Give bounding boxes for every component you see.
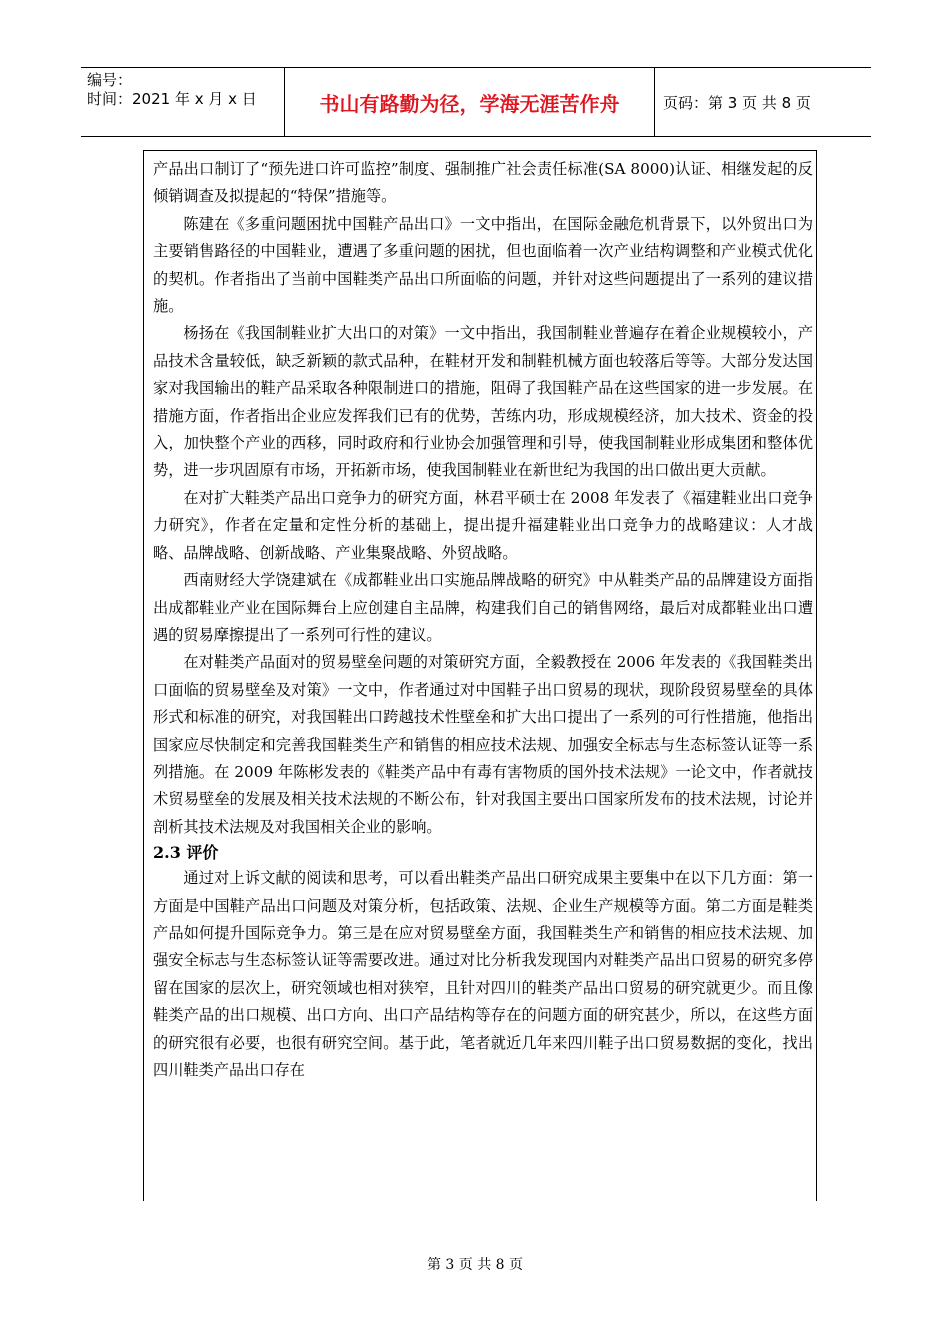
paragraph: 杨扬在《我国制鞋业扩大出口的对策》一文中指出，我国制鞋业普遍存在着企业规模较小，产品技术含量较低，缺乏新颖的款式品种，在鞋材开发和制鞋机械方面也较落后等等。大部分发达国家对我国输出的鞋产品采取各种限制进口的措施，阻碍了我国鞋产品在这些国家的进一步发展。在措施方面，作者指出企业应发挥我们已有的优势，苦练内功，形成规模经济，加大技术、资金的投入，加快整个产业的西移，同时政府和行业协会加强管理和引导，使我国制鞋业形成集团和整体优势，进一步巩固原有市场，开拓新市场，使我国制鞋业在新世纪为我国的出口做出更大贡献。 — [153, 324, 813, 480]
paragraph: 通过对上诉文献的阅读和思考，可以看出鞋类产品出口研究成果主要集中在以下几方面：第一方面是中国鞋产品出口问题及对策分析，包括政策、法规、企业生产规模等方面。第二方面是鞋类产品如何提升国际竞争力。第三是在应对贸易壁垒方面，我国鞋类生产和销售的相应技术法规、加强安全标志与生态标签认证等需要改进。通过对比分析我发现国内对鞋类产品出口贸易的研究多停留在国家的层次上，研究领域也相对狭窄，且针对四川的鞋类产品出口贸易的研究就更少。而且像鞋类产品的出口规模、出口方向、出口产品结构等存在的问题方面的研究甚少，所以，在这些方面的研究很有必要，也很有研究空间。基于此，笔者就近几年来四川鞋子出口贸易数据的变化，找出四川鞋类产品出口存在 — [153, 869, 813, 1079]
number-label: 编号： — [87, 71, 133, 89]
motto-text: 书山有路勤为径，学海无涯苦作舟 — [319, 91, 620, 116]
page-number-cell — [655, 68, 871, 136]
header-meta-cell — [81, 68, 285, 136]
document-body — [153, 156, 813, 1084]
paragraph: 在对扩大鞋类产品出口竞争力的研究方面，林君平硕士在 2008 年发表了《福建鞋业出口竞争力研究》，作者在定量和定性分析的基础上，提出提升福建鞋业出口竞争力的战略建议：人才战略、品牌战略、创新战略、产业集聚战略、外贸战略。 — [153, 488, 813, 562]
motto-cell — [285, 68, 655, 136]
paragraph-continued: 产品出口制订了“预先进口许可监控”制度、强制推广社会责任标准(SA 8000)认证、相继发起的反倾销调查及拟提起的“特保”措施等。 — [153, 160, 813, 206]
section-heading: 2.3 评价 — [153, 843, 219, 863]
paragraph: 在对鞋类产品面对的贸易壁垒问题的对策研究方面，全毅教授在 2006 年发表的《我国鞋类出口面临的贸易壁垒及对策》一文中，作者通过对中国鞋子出口贸易的现状，现阶段贸易壁垒的具体形式和标准的研究，对我国鞋出口跨越技术性壁垒和扩大出口提出了一系列的可行性措施，他指出国家应尽快制定和完善我国鞋类生产和销售的相应技术法规、加强安全标志与生态标签认证等一系列措施。在 2009 年陈彬发表的《鞋类产品中有毒有害物质的国外技术法规》一论文中，作者就技术贸易壁垒的发展及相关技术法规的不断公布，针对我国主要出口国家所发布的技术法规，讨论并剖析其技术法规及对我国相关企业的影响。 — [153, 653, 813, 836]
paragraph: 陈建在《多重问题困扰中国鞋产品出口》一文中指出，在国际金融危机背景下，以外贸出口为主要销售路径的中国鞋业，遭遇了多重问题的困扰，但也面临着一次产业结构调整和产业模式优化的契机。作者指出了当前中国鞋类产品出口所面临的问题，并针对这些问题提出了一系列的建议措施。 — [153, 214, 813, 316]
page-header — [81, 67, 871, 137]
page-footer: 第 3 页 共 8 页 — [426, 1257, 524, 1273]
date-label: 时间：2021 年 x 月 x 日 — [87, 90, 257, 108]
paragraph: 西南财经大学饶建斌在《成都鞋业出口实施品牌战略的研究》中从鞋类产品的品牌建设方面指出成都鞋业产业在国际舞台上应创建自主品牌，构建我们自己的销售网络，最后对成都鞋业出口遭遇的贸易摩擦提出了一系列可行性的建议。 — [153, 571, 813, 644]
page-label: 页码：第 3 页 共 8 页 — [663, 93, 811, 112]
